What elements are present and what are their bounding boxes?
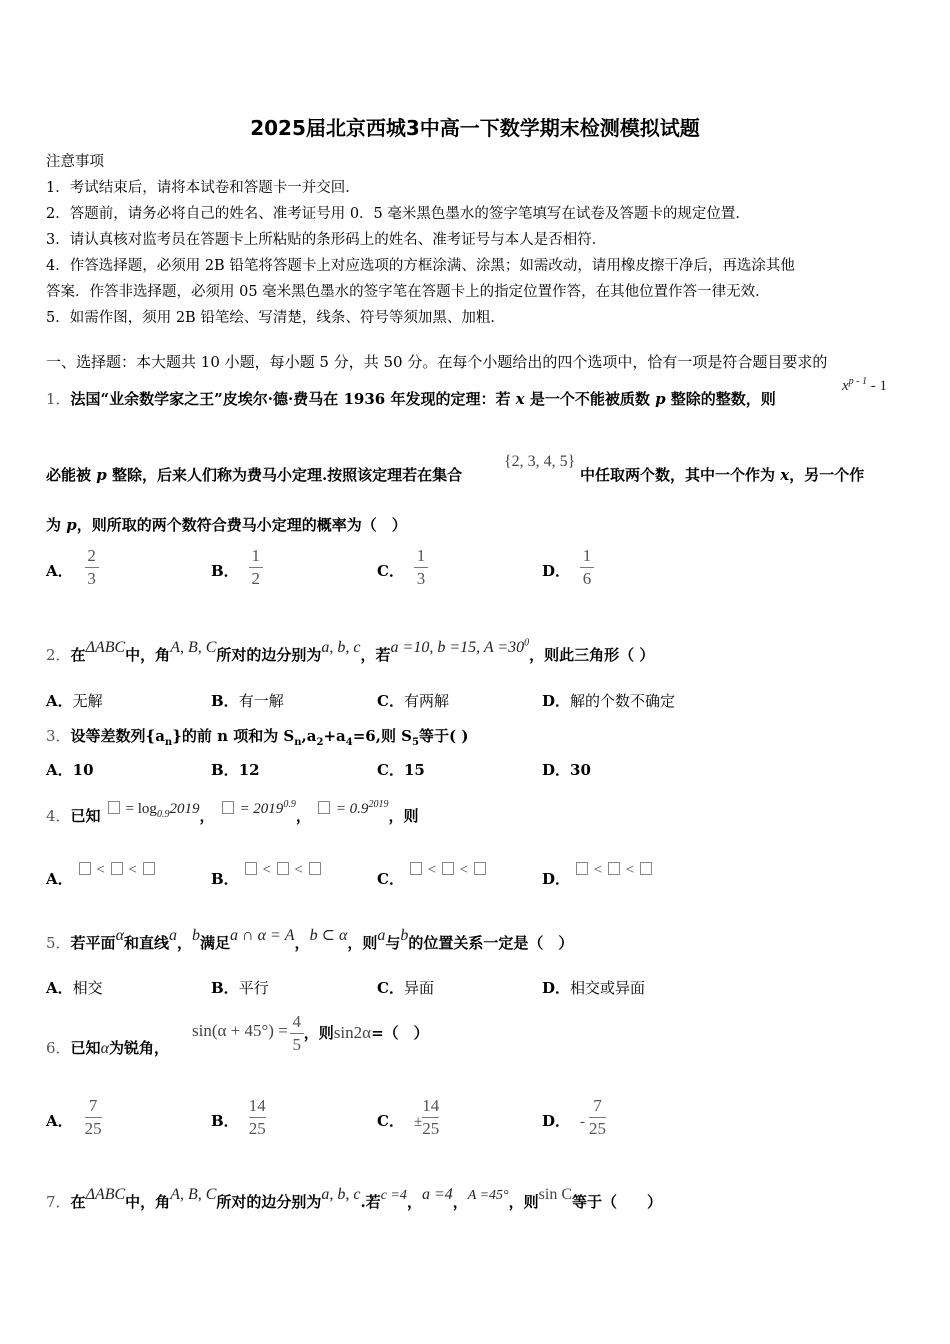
option-b[interactable]: B．平行 [211, 979, 269, 997]
option-b[interactable]: B． $\frac{14}{25}$ [211, 1096, 266, 1138]
option-a[interactable]: A． < < [46, 868, 157, 889]
notice-heading: 注意事项 [46, 154, 104, 170]
option-c[interactable]: C．异面 [377, 979, 434, 997]
option-b[interactable]: B．有一解 [211, 692, 284, 710]
option-c[interactable]: C． $\frac{1}{3}$ [377, 546, 428, 589]
placeholder-box [108, 801, 120, 814]
question-7: 7．在ΔABC中，角A, B, C所对的边分别为a, b, c.若c =4，a =4，A =45°，则sin C等于（ ） [46, 1186, 662, 1211]
option-c[interactable]: C． ± $\frac{14}{25}$ [377, 1096, 440, 1138]
notice-item: 1．考试结束后，请将本试卷和答题卡一并交回． [46, 180, 360, 196]
notice-item: 4．作答选择题，必须用 2B 铅笔将答题卡上对应选项的方框涂满、涂黑；如需改动，请用橡皮擦干净后，再选涂其他 [46, 258, 795, 274]
option-d[interactable]: D．相交或异面 [542, 979, 646, 997]
notice-item: 3．请认真核对监考员在答题卡上所粘贴的条形码上的姓名、准考证号与本人是否相符． [46, 232, 607, 248]
question-4: 4．已知 = $\log_{0.9}2019$， = $2019^{0.9}$， = $0.9^{2019}$，则 [46, 799, 419, 825]
option-b[interactable]: B． $\frac{1}{2}$ [211, 546, 263, 589]
option-a[interactable]: A． $\frac{7}{25}$ [46, 1096, 102, 1138]
option-a[interactable]: A． $\frac{2}{3}$ [46, 546, 99, 589]
question-3: 3．设等差数列$\{a_n\}$的前 n 项和为 $S_n,a_2+a_4=6$,则 $S_5$等于( ) [46, 727, 469, 748]
section-heading: 一、选择题：本大题共 10 小题，每小题 5 分，共 50 分。在每个小题给出的四个选项中，恰有一项是符合题目要求的 [46, 353, 828, 371]
option-d[interactable]: D．30 [542, 761, 591, 779]
option-c[interactable]: C．15 [377, 761, 425, 779]
question-1-line-2-tail: 中任取两个数，其中一个作为 x，另一个作 [580, 466, 865, 484]
question-number: 2． [46, 646, 71, 664]
question-number: 3． [46, 727, 71, 745]
number-set: {2, 3, 4, 5} [504, 453, 576, 470]
question-number: 4． [46, 807, 71, 825]
question-2: 2．在ΔABC中，角A, B, C所对的边分别为a, b, c，若a =10, b =15, $A =30^0$，则此三角形（ ） [46, 637, 655, 664]
placeholder-box [318, 801, 330, 814]
fermat-expression: $x^{p - 1} - 1$ [842, 376, 888, 394]
question-number: 7． [46, 1193, 71, 1211]
notice-item: 2．答题前，请务必将自己的姓名、准考证号用 0．5 毫米黑色墨水的签字笔填写在试卷及答题卡的规定位置． [46, 206, 750, 222]
option-a[interactable]: A．相交 [46, 979, 103, 997]
question-1-line-2: 必能被 p 整除，后来人们称为费马小定理.按照该定理若在集合 [46, 466, 463, 484]
option-a[interactable]: A．无解 [46, 692, 103, 710]
option-b[interactable]: B．12 [211, 761, 260, 779]
question-6-options [46, 1096, 846, 1146]
notice-item: 答案．作答非选择题，必须用 05 毫米黑色墨水的签字笔在答题卡上的指定位置作答，在其他位置作答一律无效． [46, 284, 770, 300]
question-1-line-3: 为 p，则所取的两个数符合费马小定理的概率为（ ） [46, 516, 407, 534]
option-d[interactable]: D． < < [542, 868, 654, 889]
question-6: 6．已知α为锐角， [46, 1039, 169, 1057]
question-number: 1． [46, 390, 71, 408]
notice-item: 5．如需作图，须用 2B 铅笔绘、写清楚，线条、符号等须加黑、加粗． [46, 310, 505, 326]
question-number: 5． [46, 934, 71, 952]
option-c[interactable]: C．有两解 [377, 692, 449, 710]
option-a[interactable]: A．10 [46, 761, 94, 779]
placeholder-box [222, 801, 234, 814]
question-5: 5．若平面α和直线a，b满足a ∩ α = A，b ⊂ α，则a与b的位置关系一定是（ ） [46, 927, 574, 952]
option-d[interactable]: D．解的个数不确定 [542, 692, 676, 710]
option-c[interactable]: C． < < [377, 868, 488, 889]
notice-block [46, 150, 795, 330]
question-6-expression: sin(α + 45°) = $\frac{4}{5}$ ，则sin2α=（ ） [192, 1012, 429, 1054]
option-d[interactable]: D． - $\frac{7}{25}$ [542, 1096, 607, 1138]
option-d[interactable]: D． $\frac{1}{6}$ [542, 546, 594, 589]
option-b[interactable]: B． < < [211, 868, 323, 889]
question-number: 6． [46, 1039, 71, 1057]
question-1-line-1: 1．法国“业余数学家之王”皮埃尔·德·费马在 1936 年发现的定理：若 x 是一个不能被质数 p 整除的整数，则 [46, 390, 776, 408]
question-1-options [46, 546, 846, 596]
page-title: 2025届北京西城3中高一下数学期末检测模拟试题 [250, 116, 700, 140]
